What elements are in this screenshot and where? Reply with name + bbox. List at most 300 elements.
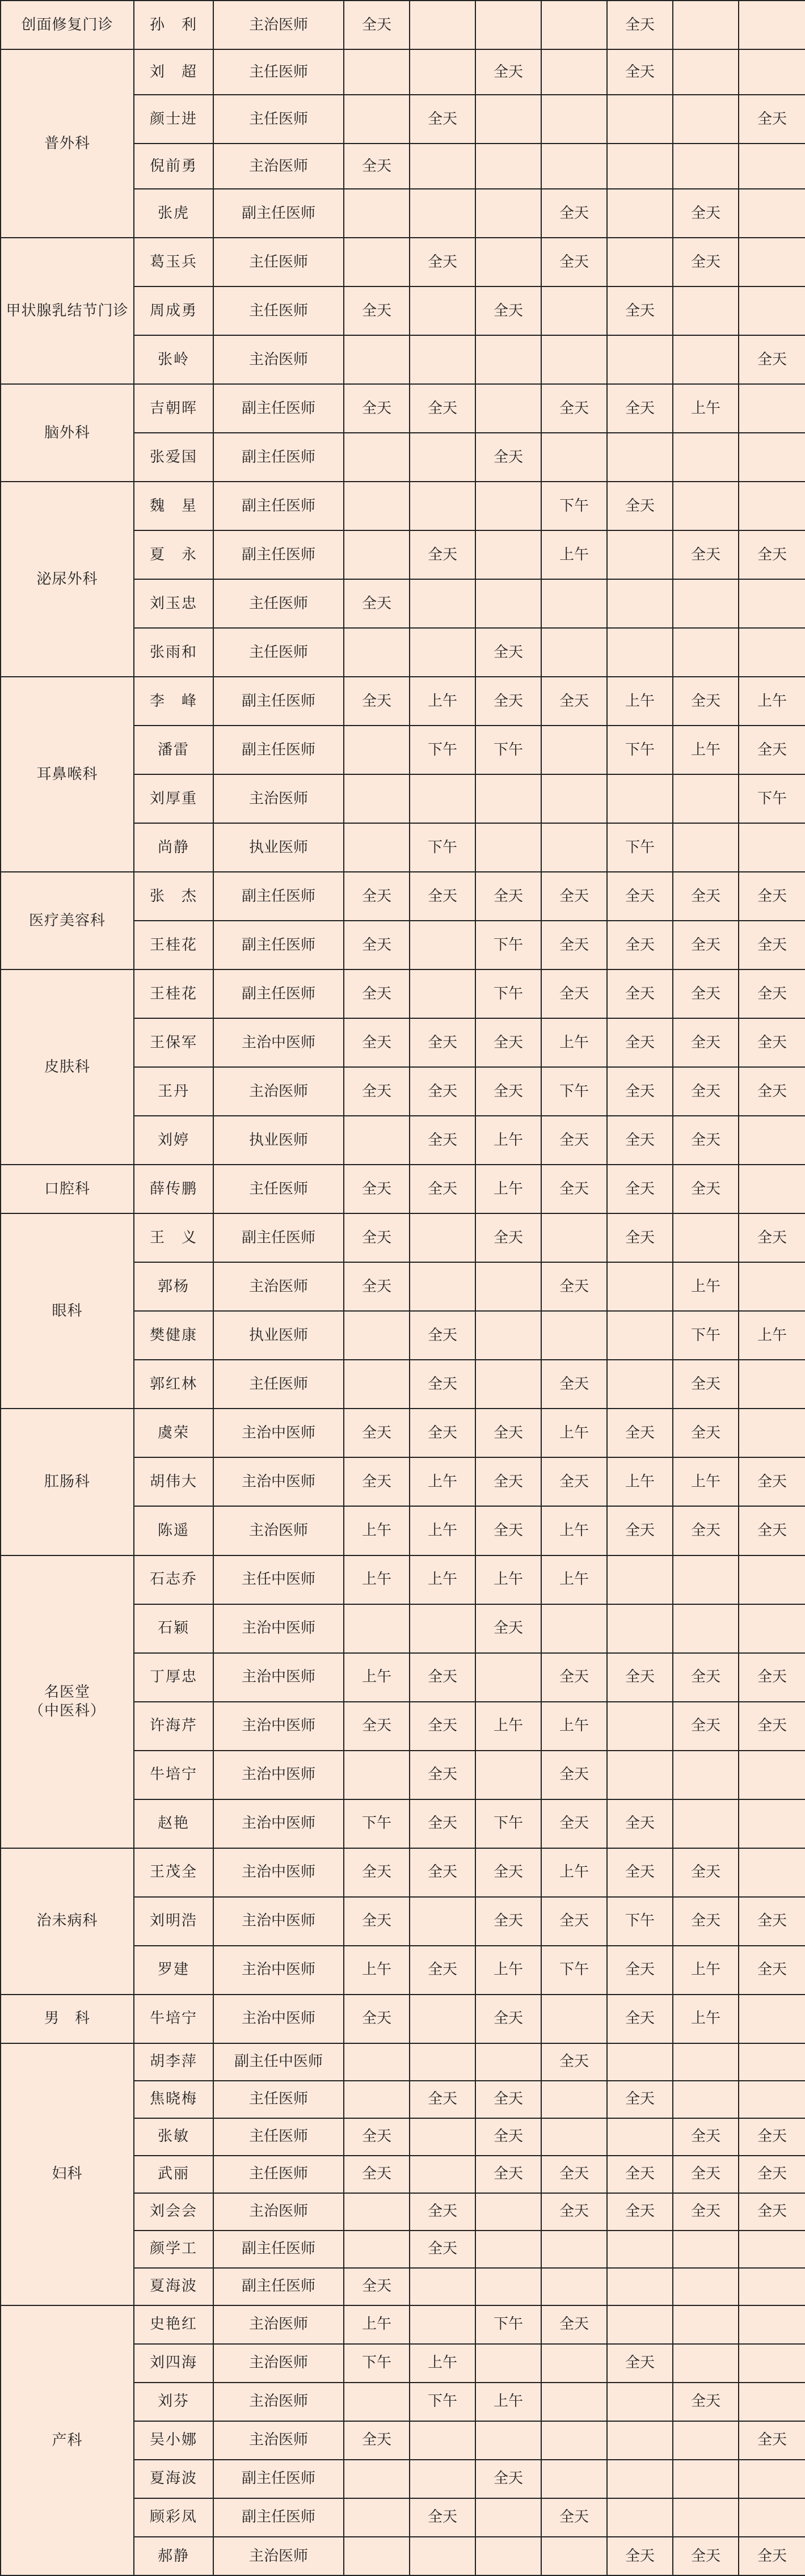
schedule-slot-day-5 xyxy=(607,189,673,238)
department-name: 脑外科 xyxy=(1,384,134,482)
doctor-name: 魏 星 xyxy=(134,482,213,530)
doctor-title: 主任医师 xyxy=(213,1165,344,1213)
schedule-slot-day-2: 全天 xyxy=(410,1799,475,1848)
doctor-name: 刘婷 xyxy=(134,1116,213,1165)
schedule-slot-day-3 xyxy=(475,2043,541,2081)
schedule-slot-day-7 xyxy=(739,1,805,49)
doctor-title: 主治医师 xyxy=(213,1262,344,1311)
schedule-slot-day-7 xyxy=(739,1360,805,1409)
schedule-slot-day-3: 全天 xyxy=(475,1409,541,1457)
schedule-slot-day-3 xyxy=(475,1262,541,1311)
schedule-slot-day-5: 下午 xyxy=(607,823,673,872)
schedule-slot-day-1 xyxy=(344,2498,410,2537)
schedule-slot-day-6 xyxy=(673,2268,739,2305)
schedule-slot-day-7: 上午 xyxy=(739,1311,805,1360)
schedule-slot-day-3: 全天 xyxy=(475,1457,541,1506)
doctor-name: 吉朝晖 xyxy=(134,384,213,433)
schedule-slot-day-3 xyxy=(475,2421,541,2460)
schedule-slot-day-7 xyxy=(739,2081,805,2118)
schedule-slot-day-4: 全天 xyxy=(541,1360,607,1409)
schedule-slot-day-5 xyxy=(607,1311,673,1360)
schedule-slot-day-7 xyxy=(739,1116,805,1165)
schedule-slot-day-7 xyxy=(739,1995,805,2043)
schedule-slot-day-4 xyxy=(541,2383,607,2421)
schedule-slot-day-6: 上午 xyxy=(673,1262,739,1311)
schedule-slot-day-7: 全天 xyxy=(739,2421,805,2460)
schedule-slot-day-5: 全天 xyxy=(607,1,673,49)
schedule-slot-day-1 xyxy=(344,628,410,677)
schedule-slot-day-3 xyxy=(475,2268,541,2305)
schedule-slot-day-7 xyxy=(739,2498,805,2537)
schedule-slot-day-1: 全天 xyxy=(344,1067,410,1116)
schedule-slot-day-4: 全天 xyxy=(541,2498,607,2537)
doctor-title: 主治中医师 xyxy=(213,1897,344,1946)
doctor-name: 郝静 xyxy=(134,2537,213,2575)
schedule-slot-day-7 xyxy=(739,579,805,628)
schedule-slot-day-4 xyxy=(541,2421,607,2460)
schedule-slot-day-4 xyxy=(541,2081,607,2118)
schedule-slot-day-1 xyxy=(344,1604,410,1653)
schedule-slot-day-2 xyxy=(410,144,475,189)
schedule-slot-day-6 xyxy=(673,2498,739,2537)
department-name: 肛肠科 xyxy=(1,1409,134,1555)
schedule-slot-day-6 xyxy=(673,482,739,530)
schedule-slot-day-2: 全天 xyxy=(410,1702,475,1751)
schedule-slot-day-1: 全天 xyxy=(344,286,410,335)
department-name: 治未病科 xyxy=(1,1848,134,1995)
doctor-title: 主治中医师 xyxy=(213,1018,344,1067)
schedule-slot-day-1: 全天 xyxy=(344,969,410,1018)
schedule-slot-day-6: 下午 xyxy=(673,1311,739,1360)
schedule-slot-day-3 xyxy=(475,1,541,49)
schedule-slot-day-5 xyxy=(607,1360,673,1409)
doctor-name: 刘厚重 xyxy=(134,774,213,823)
schedule-slot-day-1: 全天 xyxy=(344,1165,410,1213)
doctor-name: 赵艳 xyxy=(134,1799,213,1848)
doctor-title: 副主任医师 xyxy=(213,2231,344,2268)
schedule-slot-day-4: 全天 xyxy=(541,921,607,969)
schedule-slot-day-1: 全天 xyxy=(344,579,410,628)
schedule-slot-day-6 xyxy=(673,2081,739,2118)
table-row xyxy=(1,238,805,286)
schedule-slot-day-5: 全天 xyxy=(607,1018,673,1067)
schedule-slot-day-3: 全天 xyxy=(475,1018,541,1067)
doctor-title: 主任医师 xyxy=(213,95,344,144)
table-row xyxy=(1,969,805,1018)
schedule-slot-day-6: 全天 xyxy=(673,238,739,286)
schedule-slot-day-4: 上午 xyxy=(541,530,607,579)
schedule-slot-day-2 xyxy=(410,628,475,677)
schedule-slot-day-2: 上午 xyxy=(410,1506,475,1555)
doctor-title: 主治医师 xyxy=(213,2193,344,2231)
schedule-slot-day-7: 全天 xyxy=(739,872,805,921)
schedule-slot-day-6: 全天 xyxy=(673,2383,739,2421)
schedule-slot-day-2 xyxy=(410,189,475,238)
schedule-slot-day-7 xyxy=(739,2460,805,2498)
schedule-slot-day-4: 上午 xyxy=(541,1555,607,1604)
doctor-name: 郭红林 xyxy=(134,1360,213,1409)
doctor-title: 副主任医师 xyxy=(213,189,344,238)
schedule-slot-day-5: 全天 xyxy=(607,49,673,95)
doctor-title: 副主任医师 xyxy=(213,2268,344,2305)
schedule-slot-day-5: 全天 xyxy=(607,872,673,921)
doctor-title: 主治中医师 xyxy=(213,1799,344,1848)
schedule-slot-day-3: 全天 xyxy=(475,286,541,335)
schedule-slot-day-1: 全天 xyxy=(344,1457,410,1506)
schedule-slot-day-6 xyxy=(673,1751,739,1799)
doctor-name: 胡伟大 xyxy=(134,1457,213,1506)
schedule-slot-day-5 xyxy=(607,1702,673,1751)
schedule-slot-day-3: 全天 xyxy=(475,1604,541,1653)
doctor-title: 主治医师 xyxy=(213,1506,344,1555)
schedule-slot-day-3: 全天 xyxy=(475,2156,541,2193)
schedule-slot-day-1 xyxy=(344,1360,410,1409)
schedule-slot-day-2 xyxy=(410,2305,475,2344)
schedule-slot-day-5: 上午 xyxy=(607,677,673,726)
schedule-slot-day-1 xyxy=(344,2193,410,2231)
schedule-slot-day-7 xyxy=(739,2231,805,2268)
schedule-slot-day-3 xyxy=(475,189,541,238)
doctor-title: 主治中医师 xyxy=(213,1702,344,1751)
schedule-slot-day-4: 全天 xyxy=(541,189,607,238)
schedule-slot-day-1: 全天 xyxy=(344,2118,410,2156)
schedule-slot-day-1: 上午 xyxy=(344,1506,410,1555)
schedule-slot-day-1: 上午 xyxy=(344,1653,410,1702)
doctor-name: 张岭 xyxy=(134,335,213,384)
schedule-slot-day-4 xyxy=(541,628,607,677)
schedule-slot-day-2 xyxy=(410,1995,475,2043)
doctor-name: 张敏 xyxy=(134,2118,213,2156)
schedule-slot-day-6 xyxy=(673,774,739,823)
doctor-name: 颜士进 xyxy=(134,95,213,144)
doctor-title: 主任医师 xyxy=(213,2156,344,2193)
schedule-slot-day-4 xyxy=(541,286,607,335)
table-row xyxy=(1,1555,805,1604)
doctor-name: 王 义 xyxy=(134,1213,213,1262)
schedule-slot-day-1: 全天 xyxy=(344,1897,410,1946)
doctor-title: 主任医师 xyxy=(213,238,344,286)
schedule-slot-day-5: 全天 xyxy=(607,286,673,335)
doctor-name: 王桂花 xyxy=(134,969,213,1018)
schedule-slot-day-2: 全天 xyxy=(410,2498,475,2537)
doctor-title: 主任医师 xyxy=(213,49,344,95)
doctor-title: 副主任医师 xyxy=(213,433,344,482)
schedule-slot-day-6: 全天 xyxy=(673,2118,739,2156)
schedule-slot-day-2 xyxy=(410,2421,475,2460)
schedule-slot-day-7 xyxy=(739,1262,805,1311)
schedule-slot-day-6 xyxy=(673,2460,739,2498)
schedule-slot-day-5 xyxy=(607,2305,673,2344)
schedule-slot-day-2: 全天 xyxy=(410,1946,475,1995)
schedule-slot-day-6 xyxy=(673,579,739,628)
schedule-slot-day-2 xyxy=(410,433,475,482)
schedule-slot-day-4: 上午 xyxy=(541,1018,607,1067)
schedule-slot-day-5 xyxy=(607,144,673,189)
doctor-title: 主治中医师 xyxy=(213,1604,344,1653)
schedule-slot-day-6: 全天 xyxy=(673,1018,739,1067)
doctor-title: 主任医师 xyxy=(213,628,344,677)
schedule-slot-day-6 xyxy=(673,2421,739,2460)
table-row xyxy=(1,1,805,49)
schedule-slot-day-5: 全天 xyxy=(607,384,673,433)
schedule-slot-day-4: 全天 xyxy=(541,238,607,286)
schedule-slot-day-1 xyxy=(344,433,410,482)
schedule-slot-day-2 xyxy=(410,286,475,335)
doctor-name: 张虎 xyxy=(134,189,213,238)
schedule-slot-day-3 xyxy=(475,2537,541,2575)
doctor-name: 张爱国 xyxy=(134,433,213,482)
doctor-name: 石颖 xyxy=(134,1604,213,1653)
schedule-slot-day-3: 全天 xyxy=(475,2460,541,2498)
schedule-slot-day-7 xyxy=(739,2383,805,2421)
department-name: 泌尿外科 xyxy=(1,482,134,677)
schedule-slot-day-4: 全天 xyxy=(541,1457,607,1506)
schedule-slot-day-3 xyxy=(475,530,541,579)
schedule-slot-day-6 xyxy=(673,49,739,95)
doctor-name: 武丽 xyxy=(134,2156,213,2193)
schedule-slot-day-5 xyxy=(607,579,673,628)
schedule-slot-day-3 xyxy=(475,2498,541,2537)
schedule-slot-day-4 xyxy=(541,49,607,95)
schedule-slot-day-1: 全天 xyxy=(344,1018,410,1067)
doctor-name: 虞荣 xyxy=(134,1409,213,1457)
doctor-title: 副主任医师 xyxy=(213,2498,344,2537)
schedule-slot-day-6: 全天 xyxy=(673,2537,739,2575)
doctor-name: 陈遥 xyxy=(134,1506,213,1555)
doctor-name: 刘明浩 xyxy=(134,1897,213,1946)
schedule-slot-day-1 xyxy=(344,95,410,144)
schedule-slot-day-6: 全天 xyxy=(673,1897,739,1946)
table-row xyxy=(1,2043,805,2081)
doctor-name: 葛玉兵 xyxy=(134,238,213,286)
doctor-title: 主治医师 xyxy=(213,1,344,49)
schedule-slot-day-2 xyxy=(410,335,475,384)
doctor-title: 主治中医师 xyxy=(213,1409,344,1457)
schedule-slot-day-6 xyxy=(673,2344,739,2383)
doctor-name: 薛传鹏 xyxy=(134,1165,213,1213)
schedule-slot-day-7: 全天 xyxy=(739,1702,805,1751)
schedule-slot-day-4 xyxy=(541,1213,607,1262)
schedule-slot-day-1 xyxy=(344,335,410,384)
doctor-title: 主治医师 xyxy=(213,774,344,823)
doctor-title: 执业医师 xyxy=(213,823,344,872)
schedule-slot-day-3 xyxy=(475,95,541,144)
table-row xyxy=(1,2305,805,2344)
doctor-title: 执业医师 xyxy=(213,1116,344,1165)
schedule-slot-day-4 xyxy=(541,1311,607,1360)
schedule-slot-day-3: 全天 xyxy=(475,872,541,921)
doctor-title: 主任医师 xyxy=(213,2118,344,2156)
schedule-slot-day-1: 全天 xyxy=(344,1702,410,1751)
schedule-slot-day-3 xyxy=(475,2193,541,2231)
schedule-slot-day-2 xyxy=(410,969,475,1018)
schedule-slot-day-1: 全天 xyxy=(344,1213,410,1262)
schedule-slot-day-5 xyxy=(607,1262,673,1311)
doctor-title: 副主任医师 xyxy=(213,384,344,433)
doctor-title: 主治医师 xyxy=(213,1067,344,1116)
department-name: 产科 xyxy=(1,2305,134,2575)
schedule-slot-day-3 xyxy=(475,823,541,872)
schedule-slot-day-7 xyxy=(739,628,805,677)
schedule-slot-day-7 xyxy=(739,2305,805,2344)
schedule-slot-day-4 xyxy=(541,335,607,384)
schedule-slot-day-3: 下午 xyxy=(475,726,541,774)
schedule-slot-day-7 xyxy=(739,2043,805,2081)
schedule-slot-day-3: 全天 xyxy=(475,49,541,95)
schedule-slot-day-2: 全天 xyxy=(410,2193,475,2231)
department-name: 甲状腺乳结节门诊 xyxy=(1,238,134,384)
schedule-slot-day-6: 全天 xyxy=(673,530,739,579)
doctor-name: 牛培宁 xyxy=(134,1751,213,1799)
schedule-slot-day-6 xyxy=(673,286,739,335)
schedule-slot-day-4: 全天 xyxy=(541,872,607,921)
doctor-name: 刘 超 xyxy=(134,49,213,95)
schedule-slot-day-6: 上午 xyxy=(673,1946,739,1995)
schedule-slot-day-7 xyxy=(739,1848,805,1897)
schedule-slot-day-2 xyxy=(410,2043,475,2081)
schedule-slot-day-7 xyxy=(739,1555,805,1604)
schedule-slot-day-7 xyxy=(739,433,805,482)
schedule-slot-day-2: 全天 xyxy=(410,1409,475,1457)
doctor-title: 主治中医师 xyxy=(213,1653,344,1702)
schedule-slot-day-6: 全天 xyxy=(673,1360,739,1409)
schedule-slot-day-6: 全天 xyxy=(673,1409,739,1457)
schedule-slot-day-7 xyxy=(739,238,805,286)
schedule-slot-day-5: 全天 xyxy=(607,1848,673,1897)
schedule-slot-day-2: 全天 xyxy=(410,1751,475,1799)
doctor-title: 主任中医师 xyxy=(213,1555,344,1604)
doctor-name: 王茂全 xyxy=(134,1848,213,1897)
schedule-slot-day-1 xyxy=(344,726,410,774)
doctor-title: 副主任医师 xyxy=(213,677,344,726)
doctor-name: 刘四海 xyxy=(134,2344,213,2383)
schedule-slot-day-3: 下午 xyxy=(475,921,541,969)
schedule-slot-day-5: 全天 xyxy=(607,1116,673,1165)
doctor-name: 颜学工 xyxy=(134,2231,213,2268)
schedule-slot-day-5 xyxy=(607,2383,673,2421)
schedule-slot-day-3: 上午 xyxy=(475,1946,541,1995)
schedule-slot-day-3: 上午 xyxy=(475,1116,541,1165)
schedule-slot-day-3: 全天 xyxy=(475,1995,541,2043)
schedule-slot-day-3: 全天 xyxy=(475,2118,541,2156)
schedule-slot-day-2 xyxy=(410,49,475,95)
schedule-slot-day-5: 全天 xyxy=(607,1799,673,1848)
department-name: 普外科 xyxy=(1,49,134,238)
schedule-slot-day-4: 全天 xyxy=(541,1116,607,1165)
schedule-slot-day-6 xyxy=(673,1604,739,1653)
schedule-slot-day-5 xyxy=(607,530,673,579)
schedule-slot-day-7: 全天 xyxy=(739,95,805,144)
schedule-slot-day-1 xyxy=(344,823,410,872)
schedule-slot-day-6: 全天 xyxy=(673,2156,739,2193)
schedule-slot-day-4: 全天 xyxy=(541,1897,607,1946)
schedule-slot-day-4: 全天 xyxy=(541,969,607,1018)
doctor-name: 焦晓梅 xyxy=(134,2081,213,2118)
schedule-slot-day-4 xyxy=(541,774,607,823)
schedule-slot-day-4: 上午 xyxy=(541,1409,607,1457)
schedule-slot-day-6 xyxy=(673,2231,739,2268)
schedule-slot-day-1: 全天 xyxy=(344,384,410,433)
doctor-name: 丁厚忠 xyxy=(134,1653,213,1702)
schedule-slot-day-1 xyxy=(344,238,410,286)
schedule-slot-day-6: 全天 xyxy=(673,1116,739,1165)
doctor-name: 顾彩凤 xyxy=(134,2498,213,2537)
schedule-slot-day-5: 全天 xyxy=(607,2537,673,2575)
schedule-slot-day-5 xyxy=(607,335,673,384)
schedule-slot-day-6: 全天 xyxy=(673,1165,739,1213)
schedule-slot-day-2 xyxy=(410,482,475,530)
schedule-slot-day-4: 全天 xyxy=(541,1653,607,1702)
schedule-slot-day-5: 全天 xyxy=(607,2193,673,2231)
schedule-slot-day-3 xyxy=(475,774,541,823)
schedule-slot-day-4 xyxy=(541,726,607,774)
schedule-slot-day-1: 下午 xyxy=(344,1799,410,1848)
schedule-slot-day-4 xyxy=(541,1604,607,1653)
schedule-slot-day-1: 全天 xyxy=(344,1848,410,1897)
schedule-slot-day-5: 全天 xyxy=(607,1506,673,1555)
schedule-slot-day-5: 全天 xyxy=(607,1946,673,1995)
schedule-slot-day-2: 全天 xyxy=(410,1067,475,1116)
doctor-name: 孙 利 xyxy=(134,1,213,49)
schedule-slot-day-4: 全天 xyxy=(541,2305,607,2344)
schedule-slot-day-7 xyxy=(739,49,805,95)
schedule-slot-day-7: 上午 xyxy=(739,677,805,726)
schedule-slot-day-4 xyxy=(541,2231,607,2268)
schedule-slot-day-2 xyxy=(410,2268,475,2305)
doctor-name: 许海芹 xyxy=(134,1702,213,1751)
schedule-slot-day-7: 全天 xyxy=(739,335,805,384)
doctor-name: 潘雷 xyxy=(134,726,213,774)
doctor-title: 主治医师 xyxy=(213,335,344,384)
schedule-slot-day-6: 全天 xyxy=(673,921,739,969)
schedule-slot-day-3: 全天 xyxy=(475,1897,541,1946)
schedule-slot-day-3 xyxy=(475,482,541,530)
schedule-slot-day-5: 全天 xyxy=(607,2344,673,2383)
doctor-title: 主治医师 xyxy=(213,2344,344,2383)
schedule-slot-day-5: 全天 xyxy=(607,1165,673,1213)
schedule-slot-day-1 xyxy=(344,2043,410,2081)
doctor-title: 副主任医师 xyxy=(213,726,344,774)
schedule-slot-day-5: 全天 xyxy=(607,1409,673,1457)
doctor-name: 罗建 xyxy=(134,1946,213,1995)
schedule-slot-day-7: 全天 xyxy=(739,726,805,774)
schedule-slot-day-3: 全天 xyxy=(475,677,541,726)
schedule-slot-day-2: 全天 xyxy=(410,1116,475,1165)
schedule-slot-day-3: 下午 xyxy=(475,969,541,1018)
schedule-slot-day-7: 全天 xyxy=(739,969,805,1018)
schedule-slot-day-1: 下午 xyxy=(344,2344,410,2383)
schedule-slot-day-7: 全天 xyxy=(739,1213,805,1262)
schedule-slot-day-2: 全天 xyxy=(410,2231,475,2268)
schedule-slot-day-7: 全天 xyxy=(739,1653,805,1702)
doctor-title: 副主任中医师 xyxy=(213,2043,344,2081)
schedule-slot-day-7 xyxy=(739,1751,805,1799)
schedule-slot-day-7 xyxy=(739,384,805,433)
schedule-slot-day-7 xyxy=(739,823,805,872)
doctor-title: 执业医师 xyxy=(213,1311,344,1360)
doctor-name: 史艳红 xyxy=(134,2305,213,2344)
doctor-title: 副主任医师 xyxy=(213,872,344,921)
schedule-slot-day-2: 下午 xyxy=(410,823,475,872)
schedule-slot-day-3: 全天 xyxy=(475,1213,541,1262)
schedule-slot-day-2: 上午 xyxy=(410,2344,475,2383)
schedule-slot-day-3 xyxy=(475,1311,541,1360)
schedule-slot-day-3: 全天 xyxy=(475,2081,541,2118)
doctor-name: 李 峰 xyxy=(134,677,213,726)
schedule-slot-day-6 xyxy=(673,628,739,677)
table-row xyxy=(1,677,805,726)
schedule-slot-day-1: 全天 xyxy=(344,1,410,49)
